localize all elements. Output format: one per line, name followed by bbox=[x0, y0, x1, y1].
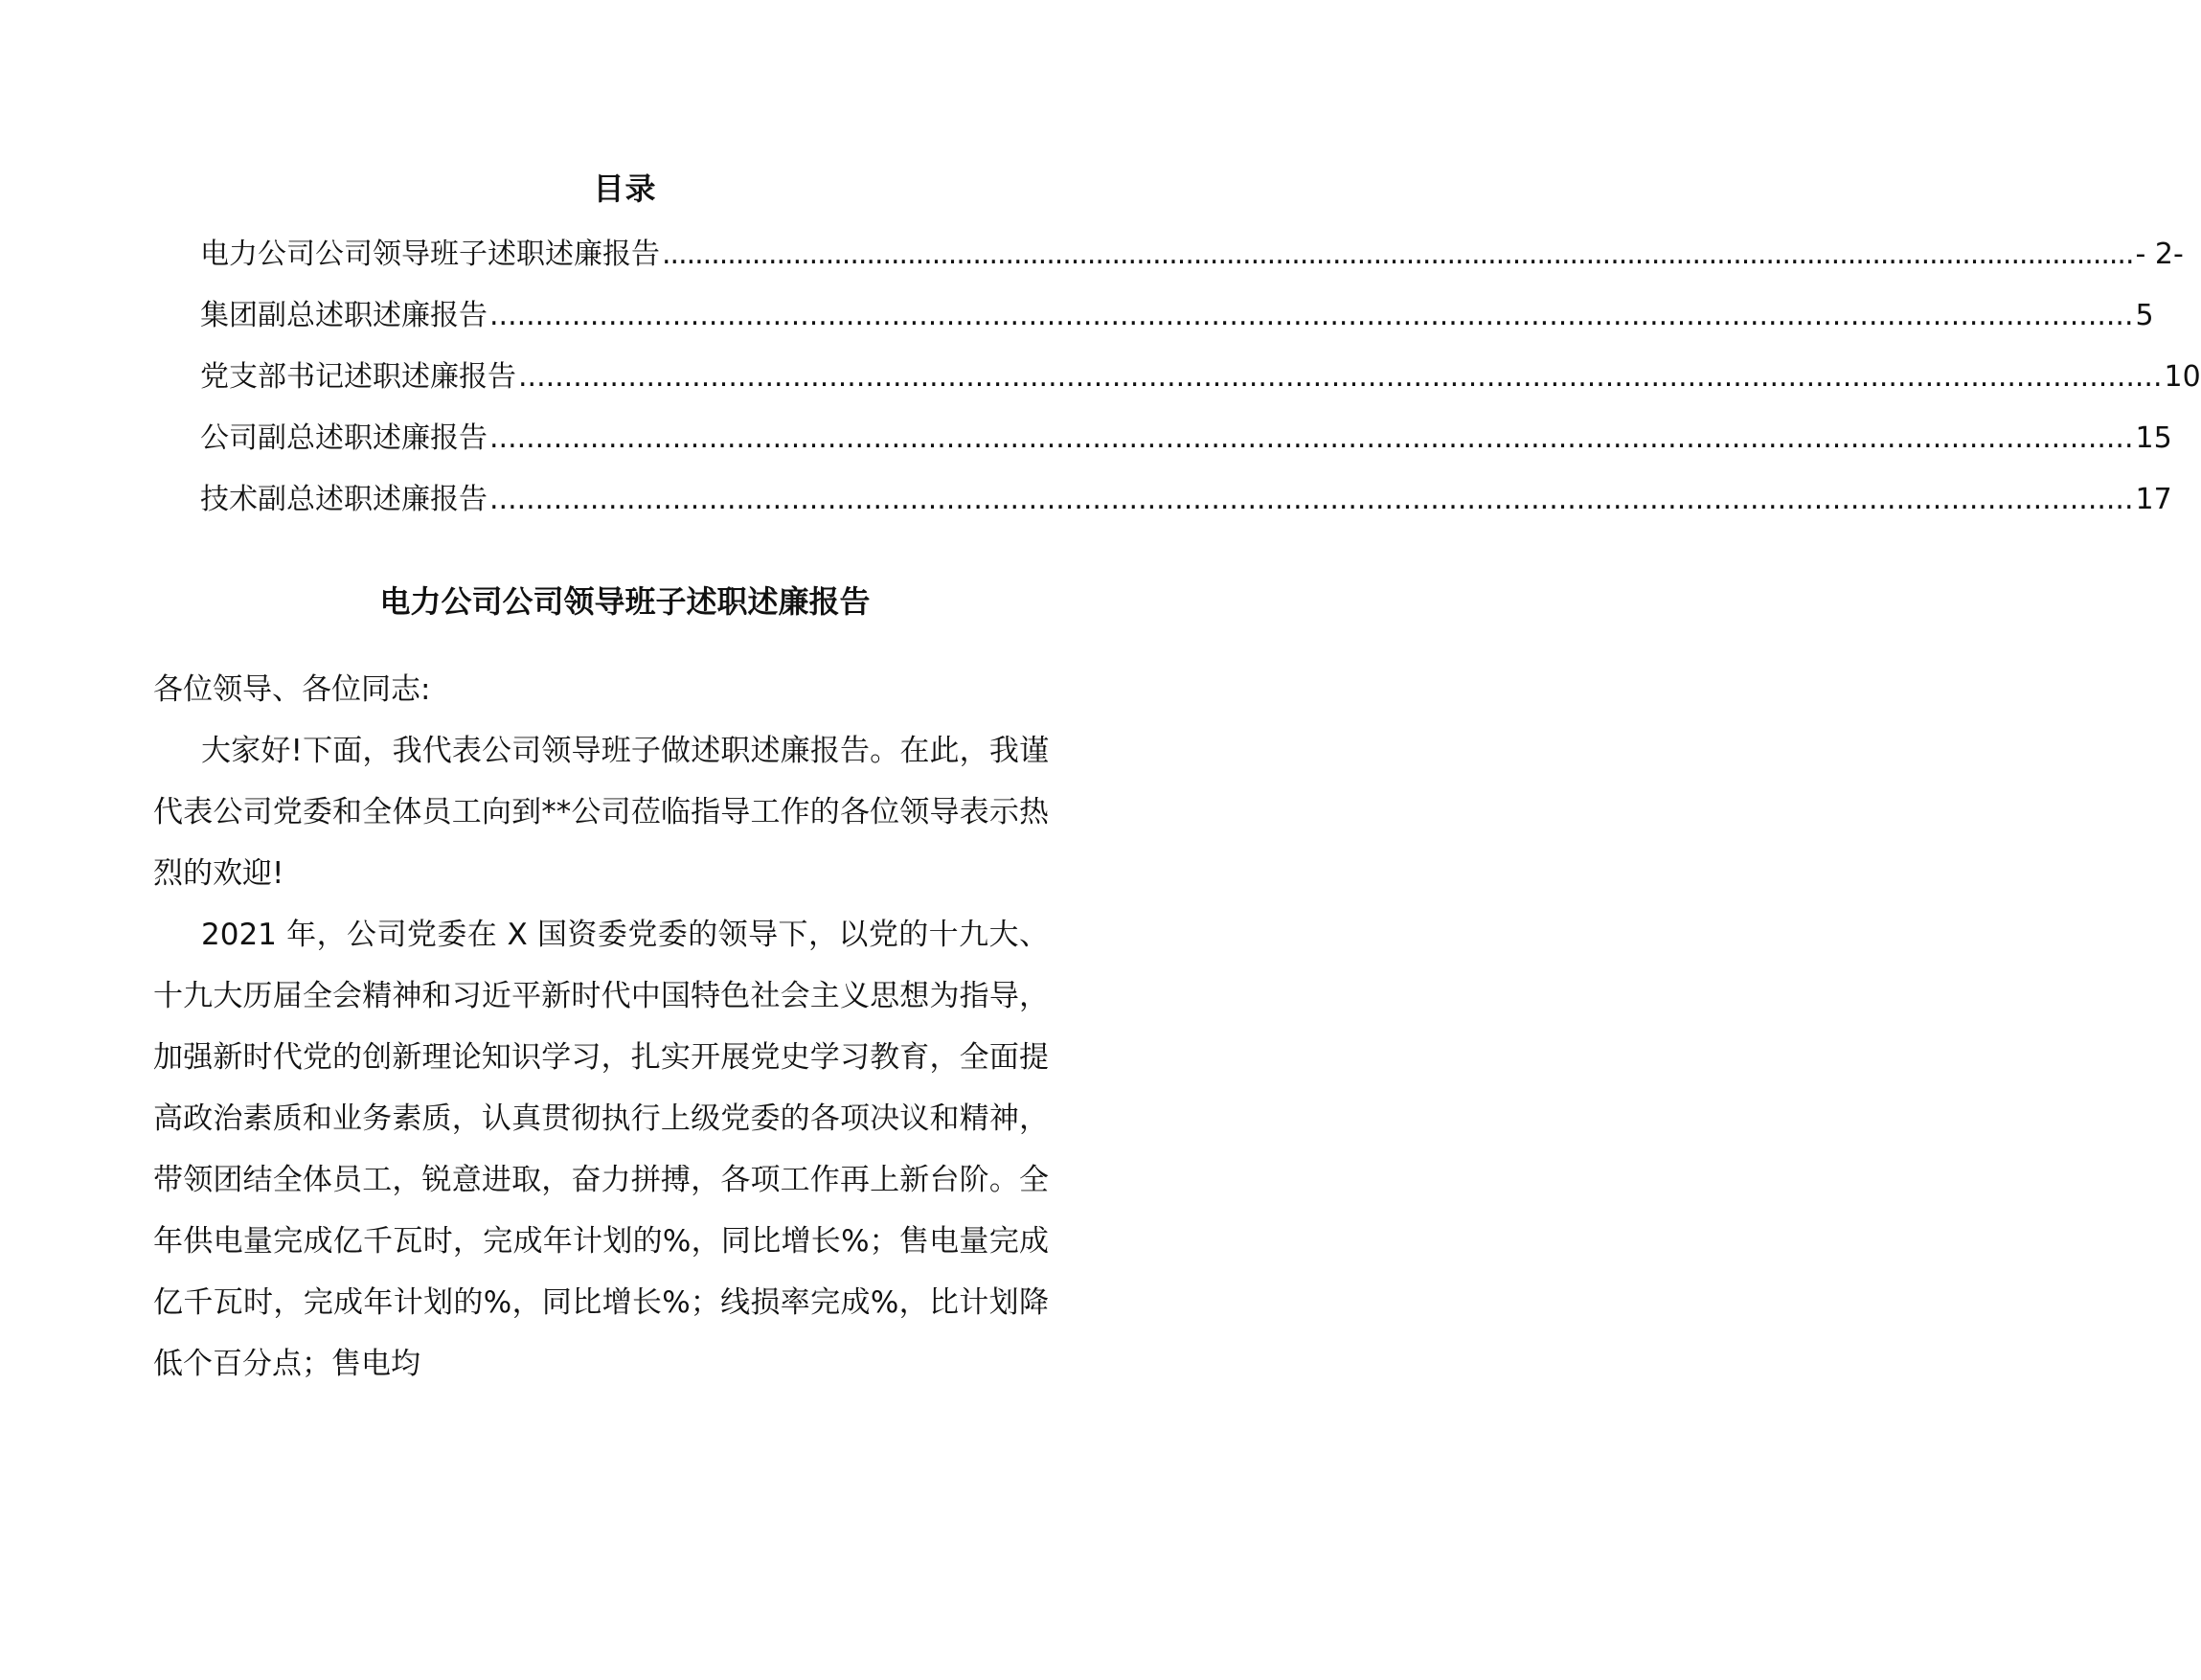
toc-entry[interactable] bbox=[200, 475, 2172, 536]
toc-entry-page: - 2- bbox=[2135, 238, 2184, 271]
toc-dot-leader: .................................................................................................................................................................................... bbox=[518, 360, 2163, 394]
toc-entry-page: 10 bbox=[2164, 360, 2201, 394]
toc-entry-label: 党支部书记述职述廉报告 bbox=[200, 360, 516, 394]
document-body bbox=[153, 659, 1049, 1395]
document-heading: 电力公司公司领导班子述职述廉报告 bbox=[379, 583, 871, 620]
toc-entry-page: 17 bbox=[2135, 483, 2172, 516]
toc-dot-leader: .................................................................................................................................................................................... bbox=[489, 483, 2134, 516]
toc-entry-label: 技术副总述职述廉报告 bbox=[200, 483, 488, 516]
toc-entry-page: 15 bbox=[2135, 421, 2172, 455]
toc-dot-leader: .................................................................................................................................................................................... bbox=[489, 421, 2134, 455]
body-paragraph: 大家好!下面，我代表公司领导班子做述职述廉报告。在此，我谨代表公司党委和全体员工向到**公司莅临指导工作的各位领导表示热烈的欢迎! bbox=[153, 734, 1049, 891]
toc-entry[interactable] bbox=[200, 230, 2184, 291]
toc-title: 目录 bbox=[593, 170, 657, 207]
toc-dot-leader: .................................................................................................................................................................................... bbox=[489, 299, 2134, 332]
salutation: 各位领导、各位同志: bbox=[153, 672, 431, 707]
body-paragraph: 2021 年，公司党委在 X 国资委党委的领导下，以党的十九大、十九大历届全会精神和习近平新时代中国特色社会主义思想为指导，加强新时代党的创新理论知识学习，扎实开展党史学习教育，全面提高政治素质和业务素质，认真贯彻执行上级党委的各项决议和精神，带领团结全体员工，锐意进取，奋力拼搏，各项工作再上新台阶。全年供电量完成亿千瓦时，完成年计划的%，同比增长%；售电量完成亿千瓦时，完成年计划的%，同比增长%；线损率完成%，比计划降低个百分点；售电均 bbox=[153, 918, 1049, 1381]
toc-entry[interactable] bbox=[200, 352, 2201, 414]
toc-dot-leader: .................................................................................................................................................................................... bbox=[662, 238, 2134, 271]
toc-entry-label: 公司副总述职述廉报告 bbox=[200, 421, 488, 455]
toc-entry-page: 5 bbox=[2135, 299, 2154, 332]
toc-entry-label: 电力公司公司领导班子述职述廉报告 bbox=[200, 238, 660, 271]
toc-entry-label: 集团副总述职述廉报告 bbox=[200, 299, 488, 332]
table-of-contents bbox=[200, 230, 2201, 536]
toc-entry[interactable] bbox=[200, 414, 2172, 475]
toc-entry[interactable] bbox=[200, 291, 2154, 352]
